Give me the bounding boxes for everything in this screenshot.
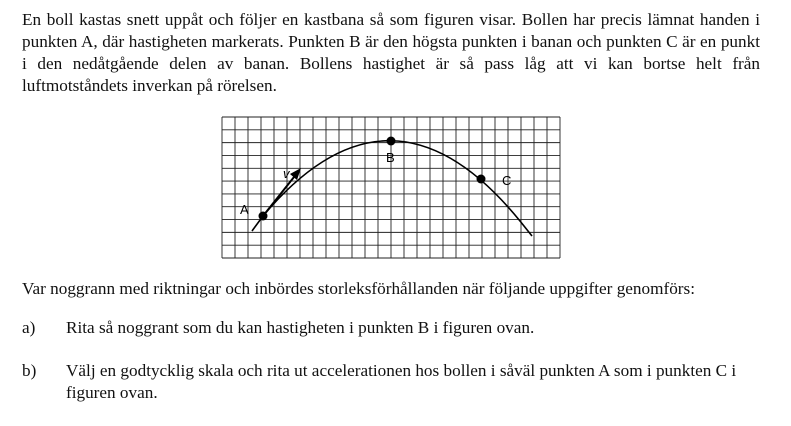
point-c-dot [477,175,486,184]
intro-paragraph: En boll kastas snett uppåt och följer en kastbana så som figuren visar. Bollen har precis lämnat handen i punkten A, där hastigheten markerats. Punkten B är den högsta punkten i banan och punkten C är en punkt i den nedåtgående delen av banan. Bollens hastighet är så pass låg att vi kan bortse helt från luftmotståndets inverkan på rörelsen. [22,10,760,95]
instructions: Var noggrann med riktningar och inbördes storleksförhållanden när följande uppgifter genomförs: [22,279,695,298]
task-b [22,360,762,404]
task-a-label: a) [22,318,36,337]
task-a-text: Rita så noggrant som du kan hastigheten i punkten B i figuren ovan. [66,318,535,337]
task-a [22,317,762,339]
label-b: B [386,150,395,165]
task-b-label: b) [22,361,37,380]
point-b-dot [387,137,396,146]
label-v: v [283,166,290,181]
label-c: C [502,173,512,188]
point-a-dot [259,212,268,221]
task-b-text: Välj en godtycklig skala och rita ut accelerationen hos bollen i såväl punkten A som i punkten C i figuren ovan. [66,361,737,402]
label-a: A [240,202,249,217]
